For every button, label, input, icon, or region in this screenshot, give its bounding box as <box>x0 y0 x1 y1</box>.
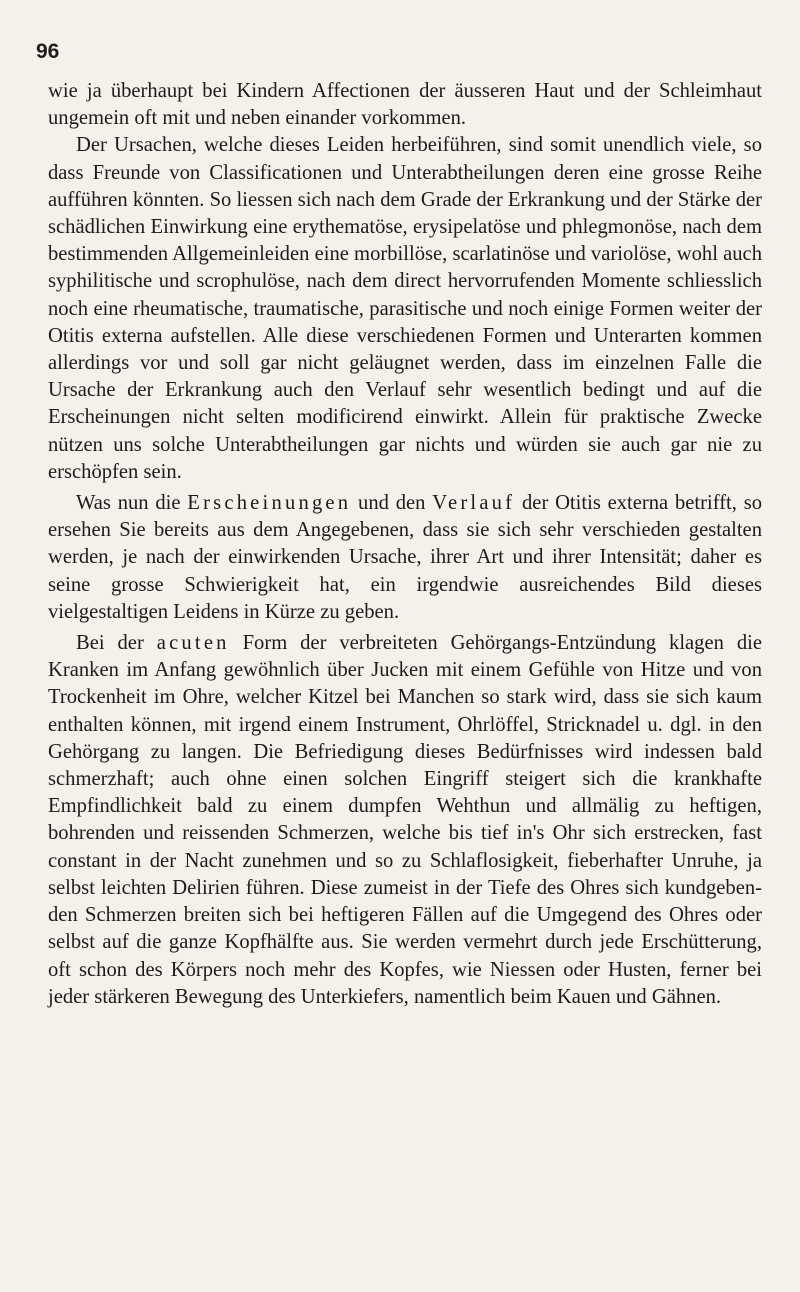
paragraph-3 <box>48 490 762 626</box>
spaced-term-erscheinungen: Erscheinungen <box>187 492 352 515</box>
paragraph-2 <box>48 132 762 486</box>
paragraph-text: Form der verbreiteten Gehörgangs-Entzündung klagen die Kranken im Anfang gewöhnlich über Jucken mit einem Gefühle von Hitze und von Trockenheit im Ohre, welcher Kitzel bei Manchen so stark wird, dass sie sich kaum enthalten können, mit irgend einem Instrument, Ohrlöffel, Stricknadel u. dgl. in den Gehörgang zu langen. Die Befriedigung dieses Bedürfnisses wird indessen bald schmerzhaft; auch ohne einen solchen Eingriff steigert sich die krankhafte Empfindlichkeit bald zu einem dumpfen Wehthun und allmälig zu heftigen, bohrenden und reissenden Schmerzen, welche bis tief in's Ohr sich erstrecken, fast constant in der Nacht zunehmen und so zu Schlaflosigkeit, fieberhafter Unruhe, ja selbst leichten Delirien führen. Diese zumeist in der Tiefe des Ohres sich kundgebenden Schmerzen breiten sich bei heftigeren Fällen auf die Umgegend des Ohres oder selbst auf die ganze Kopfhälfte aus. Sie werden vermehrt durch jede Erschütterung, oft schon des Körpers noch mehr des Kopfes, wie Niessen oder Husten, ferner bei jeder stärkeren Bewegung des Unterkiefers, namentlich beim Kauen und Gähnen. <box>48 632 762 1008</box>
paragraph-text: wie ja überhaupt bei Kindern Affectionen der äusseren Haut und der Schleimhaut ungemein oft mit und neben einander vorkommen. <box>48 80 762 130</box>
paragraph-text: und den <box>351 492 433 515</box>
spaced-term-acuten: acuten <box>156 632 230 655</box>
paragraph-1 <box>48 78 762 132</box>
paragraph-4 <box>48 630 762 1011</box>
body-text <box>48 78 762 1011</box>
paragraph-text: Bei der <box>76 632 157 655</box>
page-number: 96 <box>36 40 60 63</box>
spaced-term-verlauf: Verlauf <box>432 492 516 515</box>
paragraph-text: Der Ursachen, welche dieses Leiden herbeiführen, sind somit unendlich viele, so dass Freunde von Classificationen und Unterabtheilungen deren eine grosse Reihe aufführen könnten. So liessen sich nach dem Grade der Erkrankung und der Stärke der schädlichen Einwirkung eine erythematöse, erysipelatöse und phlegmonöse, nach dem bestimmenden Allgemeinleiden eine morbillöse, scarlatinöse und variolöse, wohl auch syphilitische und scrophulöse, nach dem direct hervorrufenden Momente schliesslich noch eine rheumatische, traumatische, parasitische und noch einige Formen weiter der Otitis externa aufstellen. Alle diese verschiedenen Formen und Unterarten kommen allerdings vor und soll gar nicht geläugnet werden, dass im einzelnen Falle die Ursache der Erkrankung auch den Verlauf sehr wesentlich bedingt und auf die Erscheinungen nicht selten modificirend einwirkt. Allein für praktische Zwecke nützen uns solche Unterabtheilungen gar nichts und würden sie auch gar nie zu erschöpfen sein. <box>48 134 762 483</box>
paragraph-text: Was nun die <box>76 492 188 515</box>
paragraph-text: der Otitis externa betrifft, so ersehen Sie bereits aus dem Angegebenen, dass sie sich sehr verschieden gestalten werden, je nach der einwirkenden Ursache, ihrer Art und ihrer Intensität; daher es seine grosse Schwierigkeit hat, ein irgendwie ausreichendes Bild dieses vielgestaltigen Leidens in Kürze zu geben. <box>48 492 762 623</box>
